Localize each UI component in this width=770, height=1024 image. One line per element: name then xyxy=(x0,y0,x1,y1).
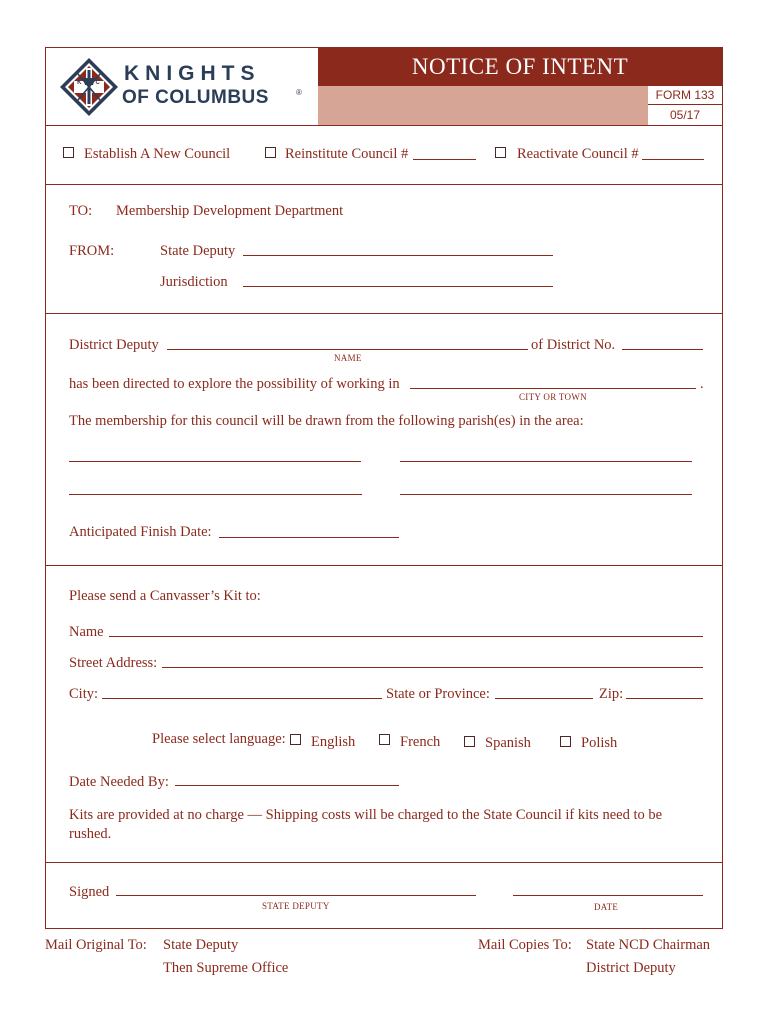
jurisdiction-label: Jurisdiction xyxy=(160,274,228,290)
zip-label: Zip: xyxy=(599,686,624,702)
mail-original-label: Mail Original To: xyxy=(45,937,147,953)
english-label: English xyxy=(311,734,356,750)
mail-copies-line2: District Deputy xyxy=(586,960,676,976)
form-date: 05/17 xyxy=(648,106,722,125)
emblem-letters: K of C xyxy=(77,80,101,86)
title-accent-bar xyxy=(318,86,648,125)
kit-name-label: Name xyxy=(69,624,104,640)
mail-copies-line1: State NCD Chairman xyxy=(586,937,711,953)
spanish-checkbox[interactable] xyxy=(464,736,475,747)
polish-checkbox[interactable] xyxy=(560,736,571,747)
divider-district xyxy=(45,565,723,566)
to-label: TO: xyxy=(69,203,93,219)
reactivate-checkbox[interactable] xyxy=(495,147,506,158)
date-needed-field[interactable] xyxy=(175,785,399,786)
reinstitute-label: Reinstitute Council # xyxy=(285,146,409,162)
district-number-field[interactable] xyxy=(622,349,703,350)
city-label: City: xyxy=(69,686,99,702)
logo-of-columbus: OF COLUMBUS xyxy=(122,87,269,108)
signature-date-field[interactable] xyxy=(513,895,703,896)
zip-field[interactable] xyxy=(626,698,703,699)
mail-original-line1: State Deputy xyxy=(163,937,239,953)
english-checkbox[interactable] xyxy=(290,734,301,745)
divider-routing xyxy=(45,313,723,314)
signed-label: Signed xyxy=(69,884,110,900)
logo-knights: KNIGHTS xyxy=(124,62,261,85)
from-label: FROM: xyxy=(69,243,115,259)
please-send-text: Please send a Canvasser’s Kit to: xyxy=(69,588,261,604)
membership-text: The membership for this council will be drawn from the following parish(es) in the area: xyxy=(69,413,584,429)
french-checkbox[interactable] xyxy=(379,734,390,745)
state-deputy-caption: STATE DEPUTY xyxy=(262,901,330,911)
district-deputy-name-field[interactable] xyxy=(167,349,528,350)
date-caption: DATE xyxy=(594,902,619,912)
page-title: NOTICE OF INTENT xyxy=(411,54,629,79)
state-province-label: State or Province: xyxy=(386,686,490,702)
form-number: FORM 133 xyxy=(648,86,722,105)
mail-original-line2: Then Supreme Office xyxy=(163,960,289,976)
jurisdiction-field[interactable] xyxy=(243,286,553,287)
reactivate-label: Reactivate Council # xyxy=(517,146,639,162)
spanish-label: Spanish xyxy=(485,735,531,751)
signature-field[interactable] xyxy=(116,895,476,896)
state-province-field[interactable] xyxy=(495,698,593,699)
state-deputy-field[interactable] xyxy=(243,255,553,256)
reinstitute-checkbox[interactable] xyxy=(265,147,276,158)
directed-period: . xyxy=(700,376,704,392)
establish-label: Establish A New Council xyxy=(84,146,231,162)
french-label: French xyxy=(400,734,441,750)
kit-note-line2: rushed. xyxy=(69,826,112,842)
form-frame xyxy=(45,47,723,929)
name-caption: NAME xyxy=(334,353,362,363)
anticipated-label: Anticipated Finish Date: xyxy=(69,524,212,540)
street-address-label: Street Address: xyxy=(69,655,158,671)
parish-field-1[interactable] xyxy=(69,461,361,462)
state-deputy-label: State Deputy xyxy=(160,243,236,259)
establish-checkbox[interactable] xyxy=(63,147,74,158)
to-value: Membership Development Department xyxy=(116,203,344,219)
logo-registered-mark: ® xyxy=(296,88,302,97)
reinstitute-number-field[interactable] xyxy=(413,159,476,160)
street-address-field[interactable] xyxy=(162,667,703,668)
mail-copies-label: Mail Copies To: xyxy=(478,937,572,953)
of-district-no-label: of District No. xyxy=(531,337,616,353)
divider-options xyxy=(45,184,723,185)
district-deputy-label: District Deputy xyxy=(69,337,159,353)
divider-kit xyxy=(45,862,723,863)
select-language-label: Please select language: xyxy=(152,731,286,747)
polish-label: Polish xyxy=(581,735,618,751)
kit-note-line1: Kits are provided at no charge — Shipping costs will be charged to the State Council if kits need to be xyxy=(69,807,663,823)
city-caption: CITY OR TOWN xyxy=(519,392,587,402)
divider-header xyxy=(45,125,723,126)
date-needed-label: Date Needed By: xyxy=(69,774,169,790)
directed-text: has been directed to explore the possibility of working in xyxy=(69,376,400,392)
parish-field-4[interactable] xyxy=(400,494,692,495)
parish-field-3[interactable] xyxy=(69,494,362,495)
reactivate-number-field[interactable] xyxy=(642,159,704,160)
kit-name-field[interactable] xyxy=(109,636,703,637)
city-field[interactable] xyxy=(102,698,382,699)
kofc-emblem-icon xyxy=(58,56,120,118)
parish-field-2[interactable] xyxy=(400,461,692,462)
city-or-town-field[interactable] xyxy=(410,388,696,389)
anticipated-date-field[interactable] xyxy=(219,537,399,538)
